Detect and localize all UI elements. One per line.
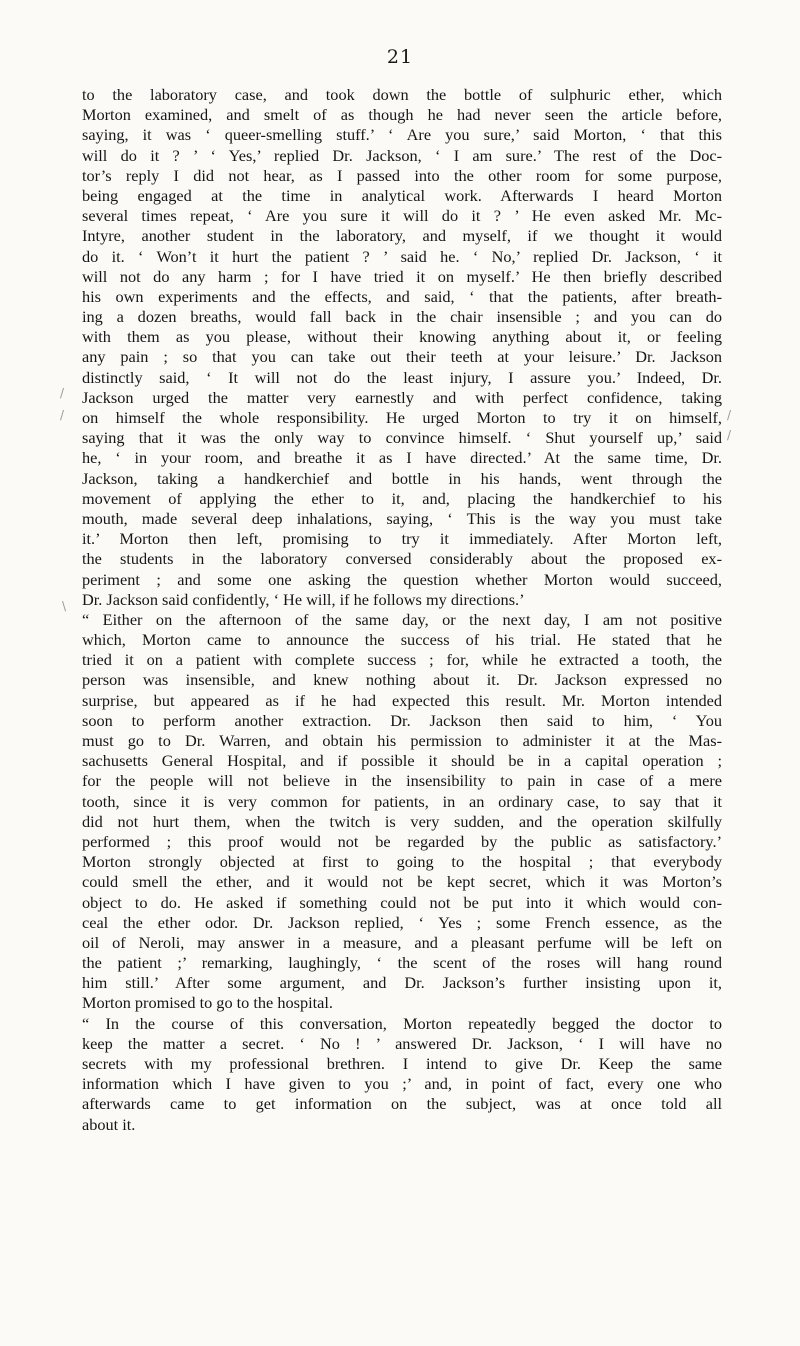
text-line: did not hurt them, when the twitch is very sudden, and the operation skilfully <box>82 811 722 831</box>
margin-pencil-mark: / <box>727 428 732 442</box>
text-line: he, ‘ in your room, and breathe it as I have directed.’ At the same time, Dr. <box>82 448 722 468</box>
text-line: on himself the whole responsibility. He urged Morton to try it on himself, <box>82 408 722 427</box>
text-line: ing a dozen breaths, would fall back in the chair insensible ; and you can do <box>82 307 722 327</box>
text-line: soon to perform another extraction. Dr. Jackson then said to him, ‘ You <box>82 710 722 730</box>
text-line: saying, it was ‘ queer-smelling stuff.’ ‘ Are you sure,’ said Morton, ‘ that this <box>82 125 722 145</box>
text-line: “ In the course of this conversation, Morton repeatedly begged the doctor to <box>82 1013 722 1033</box>
text-line: several times repeat, ‘ Are you sure it will do it ? ’ He even asked Mr. Mc- <box>82 206 722 226</box>
margin-pencil-mark: \ <box>62 599 67 613</box>
margin-pencil-mark: / <box>60 386 65 400</box>
text-line: Intyre, another student in the laboratory, and myself, if we thought it would <box>82 226 722 246</box>
text-line: keep the matter a secret. ‘ No ! ’ answered Dr. Jackson, ‘ I will have no <box>82 1033 722 1053</box>
text-line: Morton promised to go to the hospital. <box>82 993 333 1013</box>
text-line: mouth, made several deep inhalations, saying, ‘ This is the way you must take <box>82 508 722 528</box>
text-line: secrets with my professional brethren. I intend to give Dr. Keep the same <box>82 1054 722 1073</box>
page-number: 21 <box>386 46 414 68</box>
margin-pencil-mark: / <box>727 408 732 422</box>
text-line: his own experiments and the effects, and said, ‘ that the patients, after breath- <box>82 286 722 306</box>
text-line: about it. <box>82 1114 136 1134</box>
margin-pencil-mark: / <box>60 408 65 422</box>
text-line: performed ; this proof would not be regarded by the public as satisfactory.’ <box>82 831 722 851</box>
text-line: Morton strongly objected at first to going to the hospital ; that everybody <box>82 852 722 872</box>
text-line: Dr. Jackson said confidently, ‘ He will, if he follows my directions.’ <box>82 589 525 609</box>
text-line: distinctly said, ‘ It will not do the least injury, I assure you.’ Indeed, Dr. <box>82 367 722 387</box>
text-line: Jackson urged the matter very earnestly and with perfect confidence, taking <box>82 387 722 407</box>
text-line: “ Either on the afternoon of the same day, or the next day, I am not positive <box>82 609 722 629</box>
text-line: saying that it was the only way to convince himself. ‘ Shut yourself up,’ said <box>82 428 722 448</box>
text-line: ceal the ether odor. Dr. Jackson replied, ‘ Yes ; some French essence, as the <box>82 912 722 932</box>
text-line: object to do. He asked if something could not be put into it which would con- <box>82 892 722 912</box>
text-line: person was insensible, and knew nothing about it. Dr. Jackson expressed no <box>82 670 722 690</box>
text-line: Jackson, taking a handkerchief and bottle in his hands, went through the <box>82 468 722 488</box>
text-line: the patient ;’ remarking, laughingly, ‘ the scent of the roses will hang round <box>82 953 722 973</box>
text-line: periment ; and some one asking the question whether Morton would succeed, <box>82 569 722 589</box>
text-line: Morton examined, and smelt of as though he had never seen the article before, <box>82 105 722 125</box>
text-line: tooth, since it is very common for patients, in an ordinary case, to say that it <box>82 791 722 811</box>
text-line: the students in the laboratory conversed considerably about the proposed ex- <box>82 549 722 569</box>
text-line: with them as you please, without their knowing anything about it, or feeling <box>82 327 722 347</box>
text-line: which, Morton came to announce the success of his trial. He stated that he <box>82 630 722 650</box>
text-line: being engaged at the time in analytical work. Afterwards I heard Morton <box>82 185 722 205</box>
text-line: any pain ; so that you can take out their teeth at your leisure.’ Dr. Jackson <box>82 347 722 367</box>
text-line: sachusetts General Hospital, and if possible it should be in a capital operation ; <box>82 751 722 771</box>
text-line: oil of Neroli, may answer in a measure, and a pleasant perfume will be left on <box>82 932 722 952</box>
text-line: to the laboratory case, and took down the bottle of sulphuric ether, which <box>82 85 722 104</box>
text-line: must go to Dr. Warren, and obtain his permission to administer it at the Mas- <box>82 731 722 750</box>
text-line: will not do any harm ; for I have tried it on myself.’ He then briefly described <box>82 266 722 286</box>
text-line: will do it ? ’ ‘ Yes,’ replied Dr. Jackson, ‘ I am sure.’ The rest of the Doc- <box>82 145 722 165</box>
text-line: tried it on a patient with complete success ; for, while he extracted a tooth, the <box>82 650 722 670</box>
body-text <box>82 85 722 1135</box>
text-line: could smell the ether, and it would not be kept secret, which it was Morton’s <box>82 872 722 892</box>
text-line: afterwards came to get information on the subject, was at once told all <box>82 1094 722 1114</box>
text-line: for the people will not believe in the insensibility to pain in case of a mere <box>82 771 722 791</box>
text-line: tor’s reply I did not hear, as I passed into the other room for some purpose, <box>82 165 722 185</box>
text-line: movement of applying the ether to it, and, placing the handkerchief to his <box>82 488 722 508</box>
text-line: surprise, but appeared as if he had expected this result. Mr. Morton intended <box>82 690 722 710</box>
text-line: information which I have given to you ;’ and, in point of fact, every one who <box>82 1074 722 1094</box>
text-line: it.’ Morton then left, promising to try it immediately. After Morton left, <box>82 529 722 549</box>
text-line: him still.’ After some argument, and Dr. Jackson’s further insisting upon it, <box>82 973 722 993</box>
text-line: do it. ‘ Won’t it hurt the patient ? ’ said he. ‘ No,’ replied Dr. Jackson, ‘ it <box>82 246 722 266</box>
